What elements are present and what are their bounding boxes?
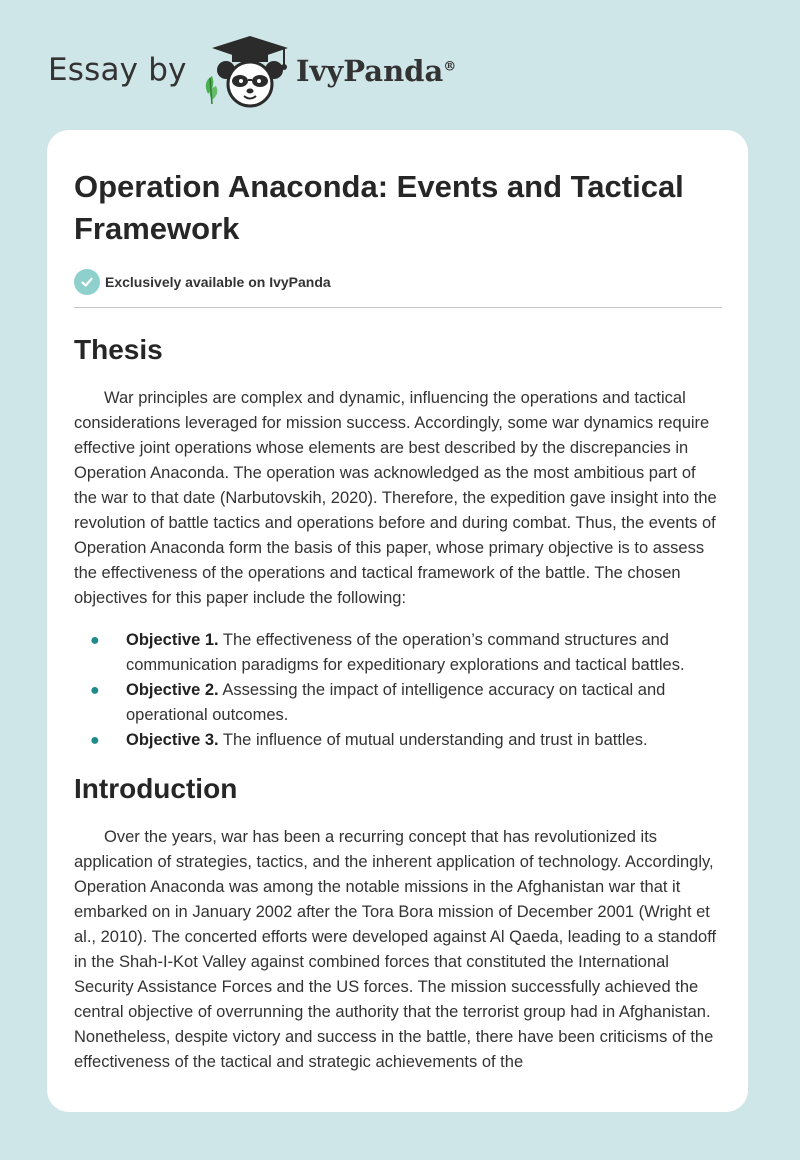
objective-label: Objective 2.	[126, 681, 219, 699]
exclusive-badge	[74, 269, 722, 295]
essay-card	[47, 130, 748, 1112]
list-item	[74, 728, 722, 753]
brand-prefix: Essay by	[48, 52, 187, 88]
bullet-icon: ●	[90, 682, 100, 699]
bullet-icon: ●	[90, 632, 100, 649]
thesis-heading: Thesis	[74, 334, 163, 365]
objective-text: Assessing the impact of intelligence accuracy on tactical and operational outcomes.	[126, 681, 666, 724]
introduction-heading: Introduction	[74, 773, 238, 804]
brand-name[interactable]	[296, 54, 456, 88]
registered-mark: ®	[443, 59, 457, 75]
list-item	[74, 628, 722, 678]
brand-name-text: IvyPanda	[296, 54, 444, 88]
bullet-icon: ●	[90, 732, 100, 749]
objective-text: The effectiveness of the operation’s command structures and communication paradigms for expeditionary explorations and tactical battles.	[126, 631, 685, 674]
site-header	[0, 0, 800, 130]
divider	[74, 307, 722, 308]
objectives-list	[74, 628, 722, 753]
introduction-paragraph: Over the years, war has been a recurring concept that has revolutionized its application of strategies, tactics, and the inherent application of technology. Accordingly, Operation Anaconda was among the notable missions in the Afghanistan war that it embarked on in January 2002 after the Tora Bora mission of December 2001 (Wright et al., 2010). The concerted efforts were developed against Al Qaeda, leading to a standoff in the Shah-I-Kot Valley against combined forces that constituted the International Security Assistance Forces and the US forces. The mission successfully achieved the central objective of overrunning the authority that the terrorist group had in Afghanistan. Nonetheless, despite victory and success in the battle, there have been criticisms of the effectiveness of the tactical and strategic achievements of the	[74, 828, 717, 1071]
objective-label: Objective 1.	[126, 631, 219, 649]
badge-text: Exclusively available on IvyPanda	[105, 274, 331, 290]
thesis-paragraph: War principles are complex and dynamic, influencing the operations and tactical considerations leveraged for mission success. Accordingly, some war dynamics require effective joint operations whose elements are best described by the discrepancies in Operation Anaconda. The operation was acknowledged as the most ambitious part of the war to that date (Narbutovskih, 2020). Therefore, the expedition gave insight into the revolution of battle tactics and operations before and during combat. Thus, the events of Operation Anaconda form the basis of this paper, whose primary objective is to assess the effectiveness of the operations and tactical framework of the battle. The chosen objectives for this paper include the following:	[74, 389, 717, 607]
page-title: Operation Anaconda: Events and Tactical Framework	[74, 169, 684, 246]
objective-text: The influence of mutual understanding and trust in battles.	[218, 731, 648, 749]
list-item	[74, 678, 722, 728]
panda-graduate-icon[interactable]	[198, 34, 290, 108]
check-icon	[74, 269, 100, 295]
objective-label: Objective 3.	[126, 731, 219, 749]
